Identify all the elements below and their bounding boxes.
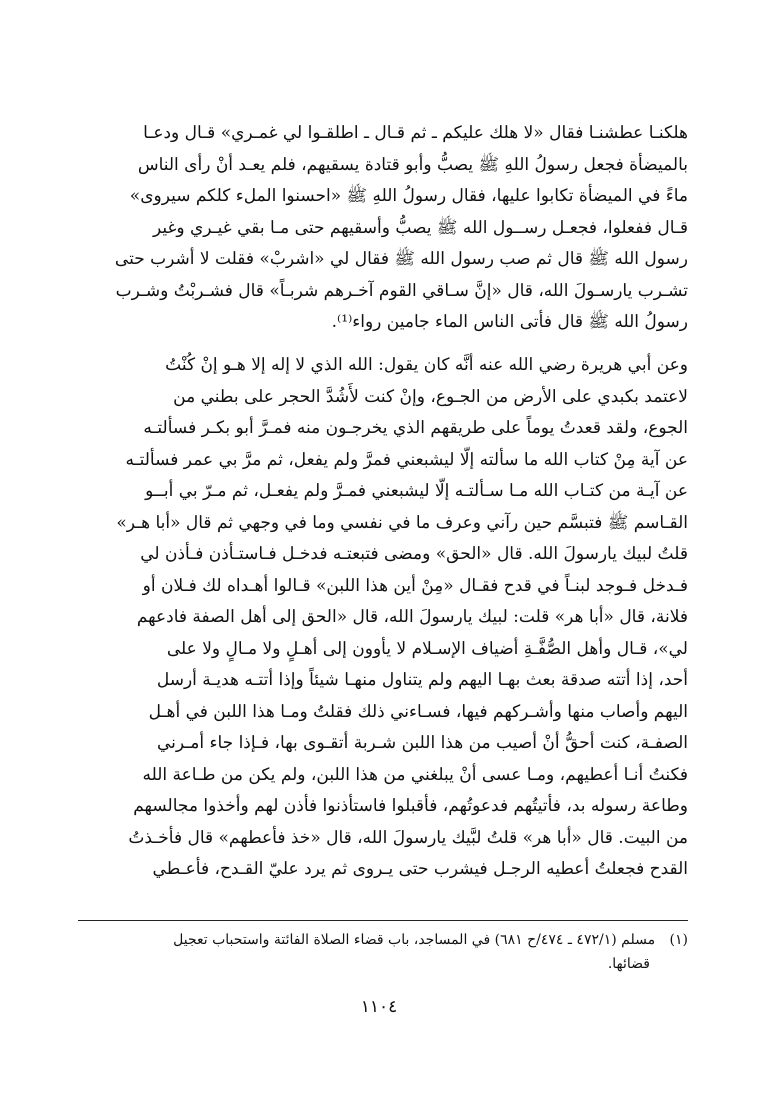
text-line: فـدخل فـوجد لبنـاً في قدح فقـال «مِنْ أين هذا اللبن» قـالوا أهـداه لك فـلان أو: [142, 575, 688, 596]
footnote-text: قضائها.: [607, 956, 650, 972]
text-line: من البيت. قال «أبا هر» قلتُ لبَّيك يارسولَ الله، قال «خذ فأعطهم» قال فأخـذتُ: [128, 827, 688, 848]
text-line: لي»، قـال وأهل الصُّفَّـةِ أضياف الإسـلام لا يأوون إلى أهـلٍ ولا مـالٍ ولا على: [166, 638, 688, 659]
text-line: تشـرب يارسـولَ الله، قال «إنَّ سـاقي القوم آخـرهم شربـاً» قال فشـربْتُ وشـرب: [115, 280, 688, 301]
text-line: الصفـة، كنت أحقُّ أنْ أصيب من هذا اللبن شـربة أتقـوى بها، فـإذا جاء أمـرني: [156, 733, 688, 753]
text-line: فكنتُ أنـا أعطيهم، ومـا عسى أنْ يبلغني من هذا اللبن، ولم يكن من طـاعة الله: [142, 764, 688, 785]
paragraph-1: [78, 118, 688, 339]
text-line: بالميضأة فجعل رسولُ اللهِ ﷺ يصبُّ وأبو قتادة يسقيهم، فلم يعـد أنْ رأى الناس: [137, 154, 688, 175]
text-line: قـال ففعلوا، فجعـل رســول الله ﷺ يصبُّ وأسقيهم حتى مـا بقي غيـري وغير: [152, 217, 688, 238]
text-line: أحد، إذا أتته صدقة بعث بهـا اليهم ولم يتناول منهـا شيئاً وإذا أتتـه هديـة أرسل: [156, 670, 688, 690]
text-line: ماءً في الميضأة تكابوا عليها، فقال رسولُ اللهِ ﷺ «احسنوا الملء كلكم سيروى»: [129, 186, 688, 206]
footnote-number: (١): [669, 932, 688, 948]
text-line: الجوع، ولقد قعدتُ يوماً على طريقهم الذي يخرجـون منه فمـرَّ أبو بكـر فسألتـه: [143, 418, 688, 438]
text-line: قلتُ لبيك يارسولَ الله. قال «الحق» ومضى فتبعتـه فدخـل فـاستـأذن فـأذن لي: [140, 544, 688, 564]
text-line: رسول الله ﷺ قال ثم صب رسول الله ﷺ فقال لي «اشربْ» فقلت لا أشرب حتى: [114, 249, 688, 269]
footnote-text: مسلم (٤٧٢/١ ـ ٤٧٤/ح ٦٨١) في المساجد، باب قضاء الصلاة الفائتة واستحباب تعجيل: [173, 932, 656, 948]
text-line: عن آية مِنْ كتاب الله ما سألته إلّا ليشبعني فمرَّ ولم يفعل، ثم مرَّ بي عمر فسألتـه: [125, 449, 688, 470]
page-number: ١١٠٤: [360, 997, 398, 1017]
text-line: عن آيـة من كتـاب الله مـا سـألتـه إلّا ليشبعني فمـرَّ ولم يفعـل، ثم مـرّ بي أبــو: [145, 481, 688, 501]
text-line: اليهم وأصاب منها وأشـركهم فيها، فسـاءني ذلك فقلتُ ومـا هذا اللبن في أهـل: [148, 701, 688, 722]
text-line: وطاعة رسوله بد، فأتيتُهم فدعوتُهم، فأقبلوا فاستأذنوا فأذن لهم وأخذوا مجالسهم: [133, 796, 688, 816]
text-line: القدح فجعلتُ أعطيه الرجـل فيشرب حتى يـروى ثم يرد عليّ القـدح، فأعـطي: [152, 859, 688, 879]
text-line: فلانة، قال «أبا هر» قلت: لبيك يارسولَ الله، قال «الحق إلى أهل الصفة فادعهم: [136, 607, 688, 627]
footnote-divider: [78, 920, 688, 921]
paragraph-2: [78, 350, 688, 886]
text-line: هلكنـا عطشنـا فقال «لا هلك عليكم ـ ثم قـال ـ اطلقـوا لي غمـري» قـال ودعـا: [143, 123, 688, 143]
text-line: رسولُ الله ﷺ قال فأتى الناس الماء جامين رواء⁽¹⁾.: [331, 312, 688, 332]
text-line: لاعتمد بكبدي على الأرض من الجـوع، وإنْ كنت لأَشُدَّ الحجر على بطني من: [173, 386, 688, 407]
text-line: وعن أبي هريرة رضي الله عنه أنَّه كان يقول: الله الذي لا إله إلا هـو إنْ كُنْتُ: [165, 355, 688, 375]
footnote-line: [78, 952, 688, 976]
footnote-line: [78, 928, 688, 952]
footnote: [78, 928, 688, 976]
text-line: القـاسم ﷺ فتبسَّم حين رآني وعرف ما في نفسي وما في وجهي ثم قال «أبا هـر»: [116, 512, 688, 533]
